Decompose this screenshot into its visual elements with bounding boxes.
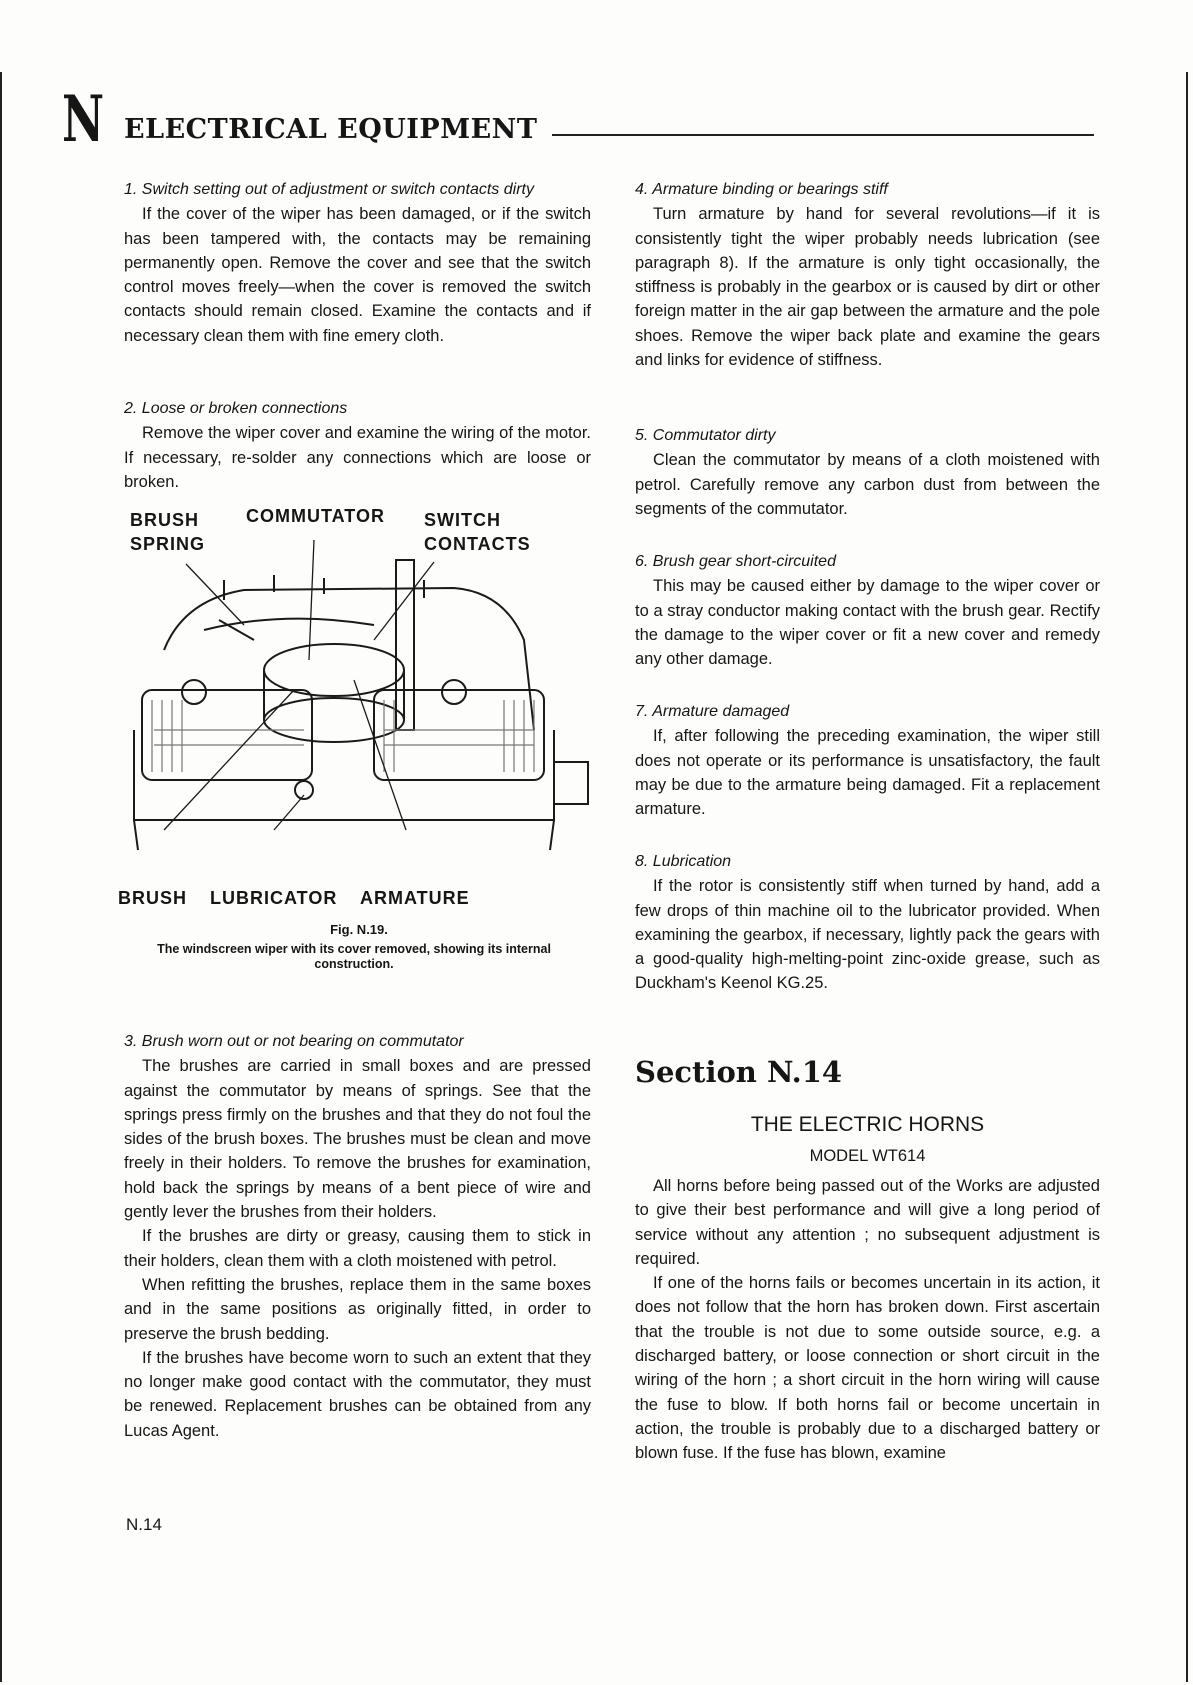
fault-paragraph: If the brushes are dirty or greasy, causing them to stick in their holders, clean them with a cloth moistened with petrol. — [124, 1227, 591, 1270]
chapter-title: ELECTRICAL EQUIPMENT — [124, 114, 538, 145]
section-subtitle: THE ELECTRIC HORNS — [750, 1113, 985, 1136]
fault-item-3 — [124, 1030, 591, 1443]
fault-item-4 — [635, 178, 1100, 372]
page-edge-left — [0, 72, 2, 1682]
fault-heading: 1. Switch setting out of adjustment or switch contacts dirty — [124, 181, 534, 198]
header-rule — [552, 134, 1094, 136]
section-model: MODEL WT614 — [809, 1147, 926, 1165]
section-letter: N — [62, 82, 105, 157]
label-lubricator: LUBRICATOR — [210, 888, 338, 908]
fault-item-8 — [635, 850, 1100, 996]
fault-paragraph: If the rotor is consistently stiff when turned by hand, add a few drops of thin machine oil to the lubricator provided. When examining the gearbox, if necessary, lightly pack the gears with a good-quality high-melting-point zinc-oxide grease, such as Duckham's Keenol KG.25. — [635, 877, 1100, 993]
label-switch-contacts: SWITCH CONTACTS — [424, 510, 531, 554]
fault-paragraph: Turn armature by hand for several revolutions—if it is consistently tight the wiper probably needs lubrication (see paragraph 8). If the armature is only tight occasionally, the stiffness is probably in the gearbox or is caused by dirt or other foreign matter in the air gap between the armature and the pole shoes. Remove the wiper back plate and examine the gears and links for evidence of stiffness. — [635, 205, 1100, 370]
label-brush-spring: BRUSH SPRING — [130, 510, 206, 554]
fault-heading: 7. Armature damaged — [635, 703, 790, 720]
figure-caption: The windscreen wiper with its cover removed, showing its internal construction. — [157, 942, 551, 971]
label-commutator: COMMUTATOR — [246, 506, 385, 526]
page-header — [62, 82, 1092, 158]
label-armature: ARMATURE — [360, 888, 470, 908]
horns-body — [635, 1174, 1100, 1466]
fault-paragraph: The brushes are carried in small boxes and are pressed against the commutator by means of springs. See that the springs press firmly on the brushes and that they do not foul the sides of the brush boxes. The brushes must be clean and move freely in their holders. To remove the brushes for examination, hold back the springs by means of a bent piece of wire and gently lever the brushes from their holders. — [124, 1057, 591, 1222]
fault-heading: 4. Armature binding or bearings stiff — [635, 181, 888, 198]
fault-paragraph: This may be caused either by damage to the wiper cover or to a stray conductor making contact with the brush gear. Rectify the damage to the wiper cover or fit a new cover and remedy any other damage. — [635, 577, 1100, 669]
fault-paragraph: Clean the commutator by means of a cloth moistened with petrol. Carefully remove any carbon dust from between the segments of the commutator. — [635, 451, 1100, 518]
label-brush: BRUSH — [118, 888, 188, 908]
page-number: N.14 — [126, 1515, 162, 1534]
fault-heading: 5. Commutator dirty — [635, 427, 776, 444]
fault-paragraph: When refitting the brushes, replace them in the same boxes and in the same positions as originally fitted, in order to preserve the brush bedding. — [124, 1275, 591, 1343]
fault-heading: 2. Loose or broken connections — [124, 400, 348, 417]
fault-paragraph: If the cover of the wiper has been damaged, or if the switch has been tampered with, the contacts may be remaining permanently open. Remove the cover and see that the switch control moves freely—when the cover is removed the switch contacts should remain closed. Examine the contacts and if necessary clean them with fine emery cloth. — [124, 205, 591, 345]
fault-heading: 8. Lubrication — [635, 853, 732, 870]
fault-heading: 3. Brush worn out or not bearing on commutator — [124, 1033, 464, 1050]
fault-paragraph: Remove the wiper cover and examine the wiring of the motor. If necessary, re-solder any connections which are loose or broken. — [124, 424, 591, 491]
horns-paragraph: If one of the horns fails or becomes uncertain in its action, it does not follow that the horn has broken down. First ascertain that the trouble is not due to some outside source, e.g. a discharged battery, or loose connection or short circuit in the wiring of the horn ; a short circuit in the horn wiring will cause the fuse to blow. If both horns fail or become uncertain in action, the trouble is probably due to a discharged battery or blown fuse. If the fuse has blown, examine — [635, 1274, 1100, 1463]
page-edge-right — [1186, 72, 1188, 1682]
fault-paragraph: If, after following the preceding examination, the wiper still does not operate or its performance is unsatisfactory, the fault may be due to the armature being damaged. Fit a replacement armature. — [635, 727, 1100, 819]
fault-paragraph: If the brushes have become worn to such an extent that they no longer make good contact with the commutator, they must be renewed. Replacement brushes can be obtained from any Lucas Agent. — [124, 1348, 591, 1440]
section-title: Section N.14 — [635, 1055, 843, 1089]
fault-item-6 — [635, 550, 1100, 671]
horns-paragraph: All horns before being passed out of the Works are adjusted to give their best performance and will give a long period of service without any attention ; no subsequent adjustment is required. — [635, 1177, 1100, 1268]
fault-item-7 — [635, 700, 1100, 821]
wiper-figure — [118, 506, 594, 971]
figure-number: Fig. N.19. — [330, 922, 388, 937]
fault-heading: 6. Brush gear short-circuited — [635, 553, 836, 570]
fault-item-1 — [124, 178, 591, 348]
fault-item-5 — [635, 424, 1100, 521]
wiper-motor-illustration — [124, 530, 594, 920]
fault-item-2 — [124, 397, 591, 494]
